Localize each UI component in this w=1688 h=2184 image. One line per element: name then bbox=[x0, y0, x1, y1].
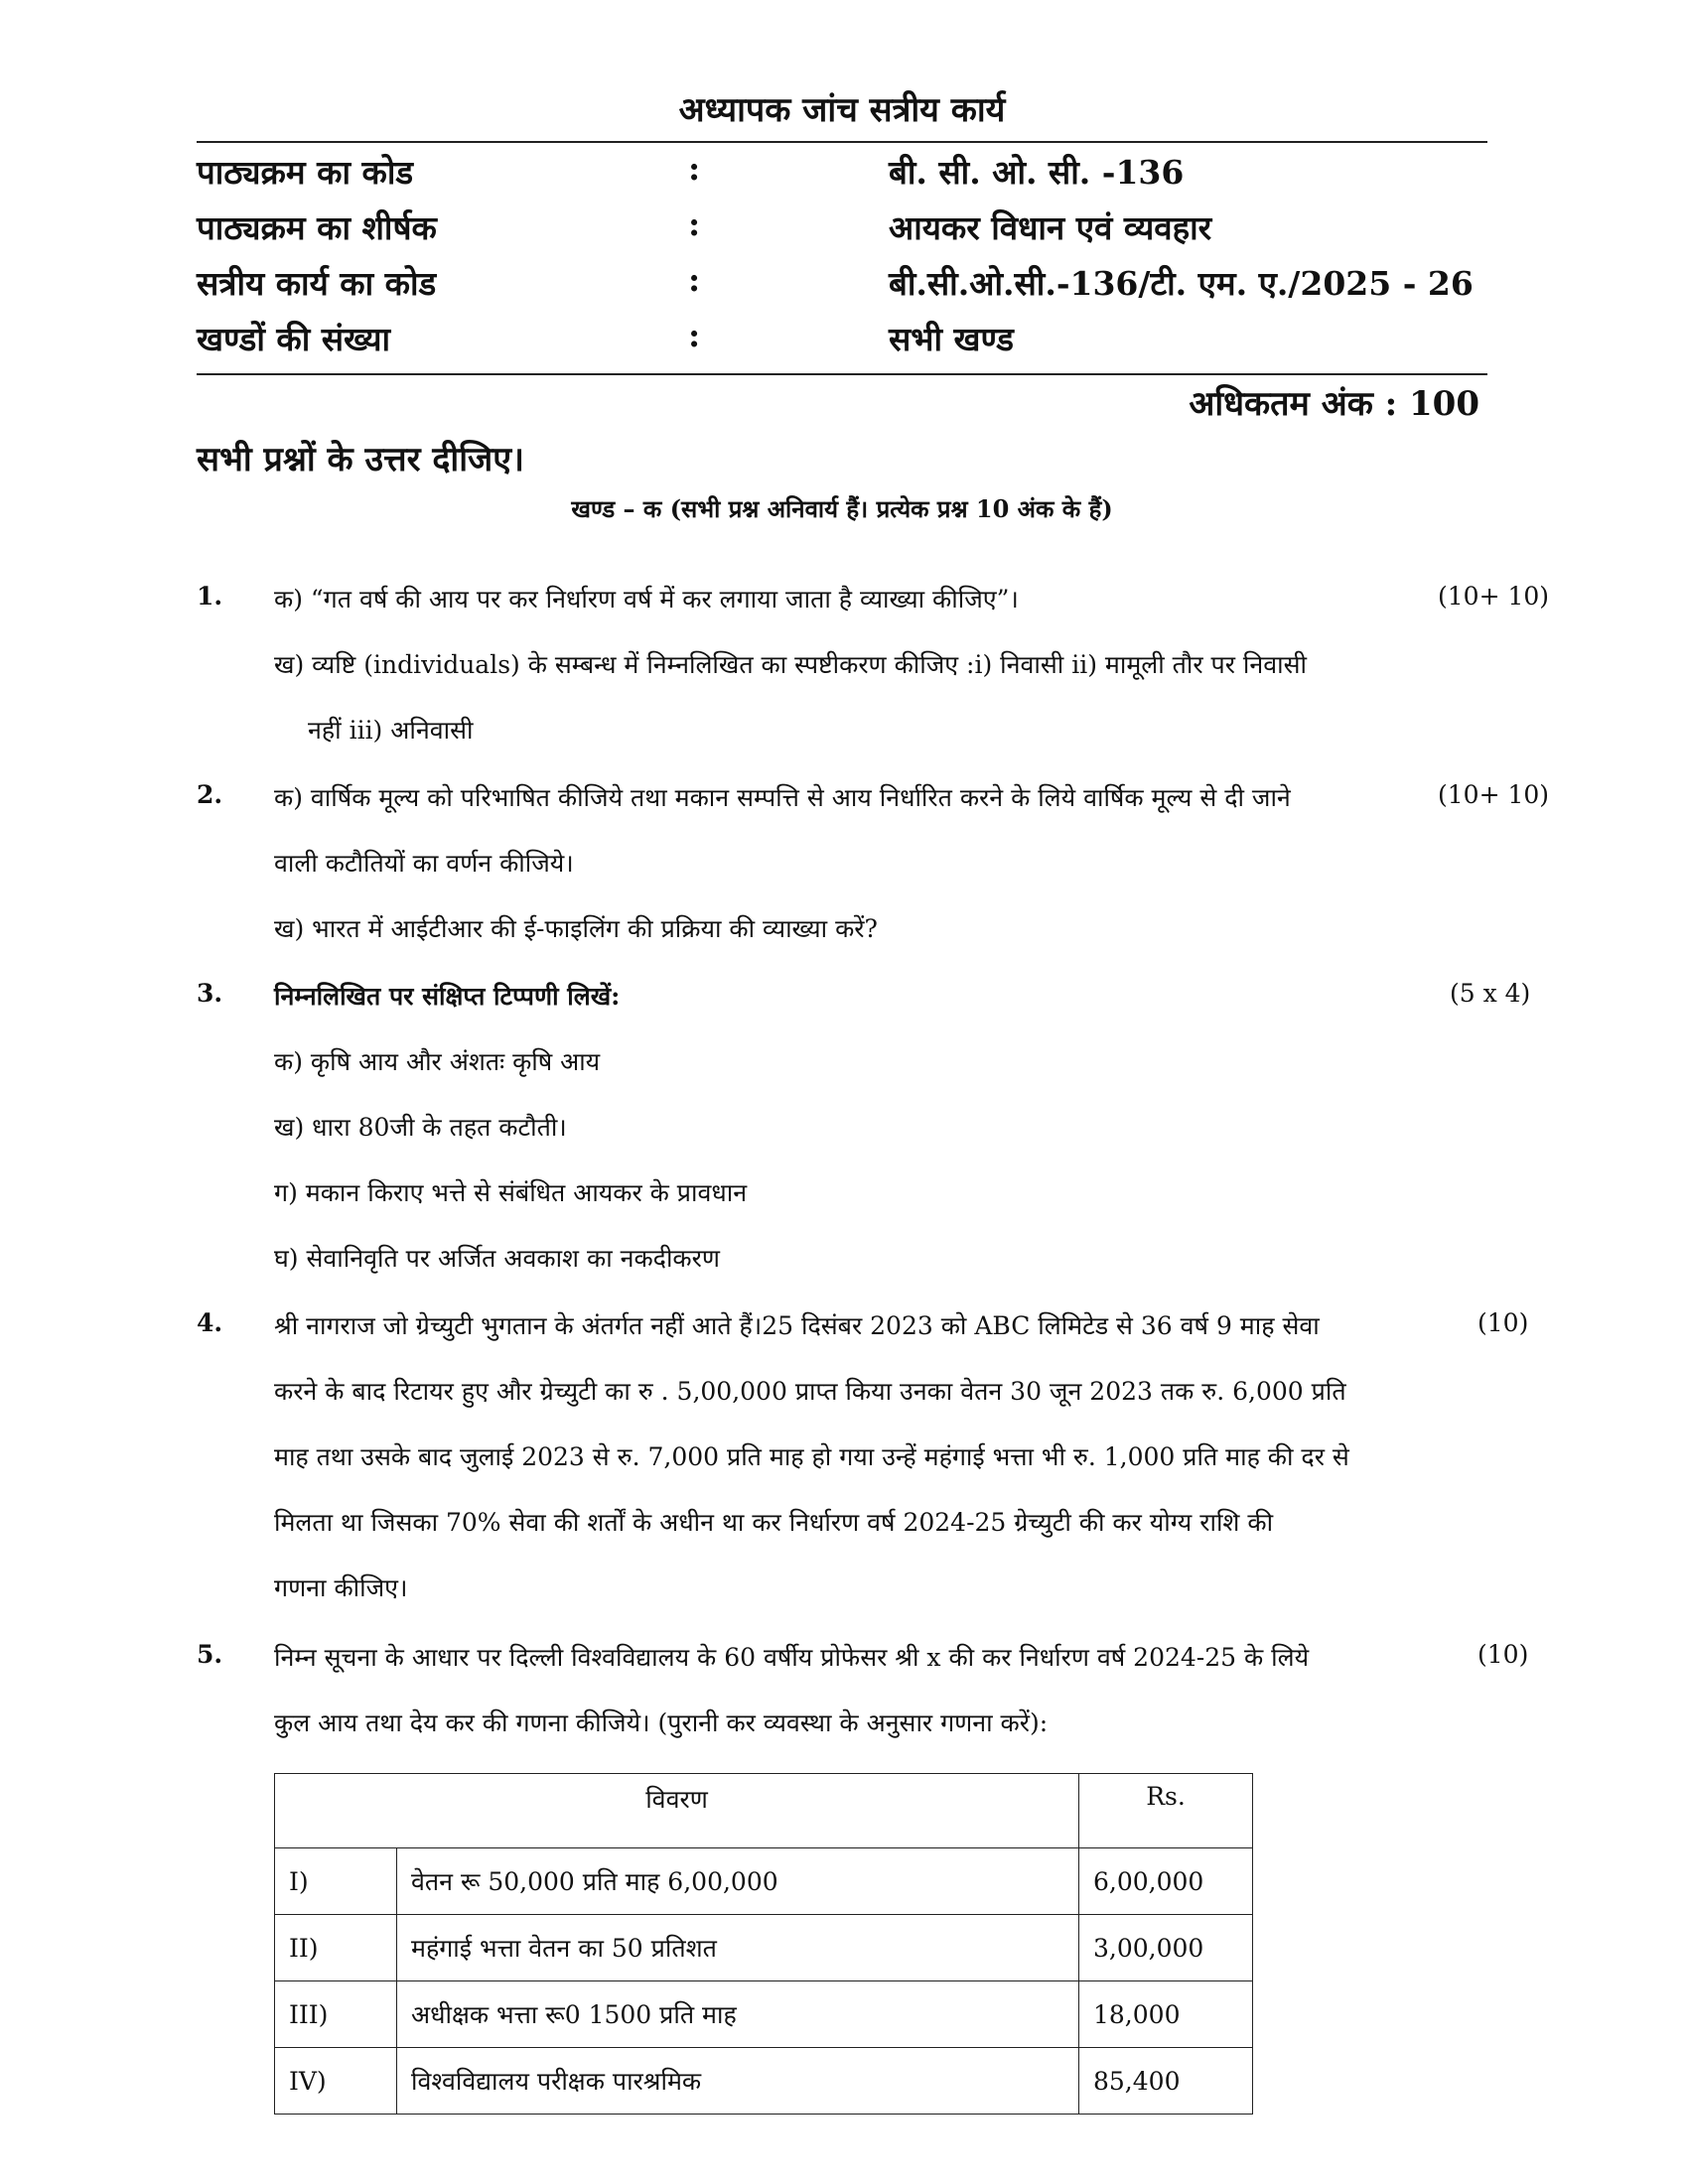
question-marks: (10) bbox=[1477, 1640, 1529, 1669]
header-bottom-rule bbox=[197, 373, 1487, 375]
question-line: क) “गत वर्ष की आय पर कर निर्धारण वर्ष में कर लगाया जाता है व्याख्या कीजिए”। bbox=[274, 585, 1019, 614]
question-number: 3. bbox=[197, 979, 223, 1008]
question-line: क) वार्षिक मूल्य को परिभाषित कीजिये तथा मकान सम्पत्ति से आय निर्धारित करने के लिये वार्षिक मूल्य से दी जाने bbox=[274, 783, 1291, 812]
question-number: 5. bbox=[197, 1640, 223, 1669]
question-marks: (10+ 10) bbox=[1438, 780, 1550, 809]
question-line: क) कृषि आय और अंशतः कृषि आय bbox=[274, 1047, 601, 1076]
row-index: I) bbox=[275, 1848, 397, 1915]
row-description: विश्वविद्यालय परीक्षक पारश्रमिक bbox=[397, 2048, 1079, 2115]
max-marks: अधिकतम अंक : 100 bbox=[1189, 384, 1479, 424]
question-marks: (10+ 10) bbox=[1438, 582, 1550, 611]
question-line: करने के बाद रिटायर हुए और ग्रेच्युटी का रु . 5,00,000 प्राप्त किया उनका वेतन 30 जून 2023 तक रु. 6,000 प्रति bbox=[274, 1377, 1346, 1406]
question-line: घ) सेवानिवृति पर अर्जित अवकाश का नकदीकरण bbox=[274, 1244, 720, 1273]
table-header-amount: Rs. bbox=[1079, 1774, 1253, 1848]
question-line: कुल आय तथा देय कर की गणना कीजिये। (पुरानी कर व्यवस्था के अनुसार गणना करें): bbox=[274, 1708, 1049, 1737]
course-title-label: पाठ्यक्रम का शीर्षक bbox=[197, 208, 437, 247]
table-header-description: विवरण bbox=[275, 1774, 1079, 1848]
course-code-colon: : bbox=[688, 149, 701, 188]
question-line: ख) भारत में आईटीआर की ई-फाइलिंग की प्रक्रिया की व्याख्या करें? bbox=[274, 914, 878, 943]
row-index: IV) bbox=[275, 2048, 397, 2115]
row-description: अधीक्षक भत्ता रू0 1500 प्रति माह bbox=[397, 1981, 1079, 2048]
assignment-code-colon: : bbox=[688, 260, 701, 299]
header-top-rule bbox=[197, 141, 1487, 143]
question-marks: (5 x 4) bbox=[1450, 979, 1531, 1008]
course-title-row bbox=[197, 205, 1487, 260]
table-row bbox=[275, 1915, 1253, 1981]
row-amount: 3,00,000 bbox=[1079, 1915, 1253, 1981]
row-description: वेतन रू 50,000 प्रति माह 6,00,000 bbox=[397, 1848, 1079, 1915]
assignment-code-row bbox=[197, 260, 1487, 316]
question-line: गणना कीजिए। bbox=[274, 1573, 408, 1602]
assignment-code-value: बी.सी.ओ.सी.-136/टी. एम. ए./2025 - 26 bbox=[889, 264, 1474, 303]
question-line: ख) व्यष्टि (individuals) के सम्बन्ध में निम्नलिखित का स्पष्टीकरण कीजिए :i) निवासी ii) मामूली तौर पर निवासी bbox=[274, 650, 1308, 679]
general-instruction: सभी प्रश्नों के उत्तर दीजिए। bbox=[197, 440, 524, 479]
question-line: माह तथा उसके बाद जुलाई 2023 से रु. 7,000 प्रति माह हो गया उन्हें महंगाई भत्ता भी रु. 1,000 प्रति माह की दर से bbox=[274, 1442, 1349, 1471]
row-index: II) bbox=[275, 1915, 397, 1981]
table-row bbox=[275, 2048, 1253, 2115]
section-heading: खण्ड – क (सभी प्रश्न अनिवार्य हैं। प्रत्येक प्रश्न 10 अंक के हैं) bbox=[571, 494, 1113, 523]
question-line: निम्न सूचना के आधार पर दिल्ली विश्वविद्यालय के 60 वर्षीय प्रोफेसर श्री x की कर निर्धारण वर्ष 2024-25 के लिये bbox=[274, 1643, 1310, 1672]
assignment-code-label: सत्रीय कार्य का कोड bbox=[197, 264, 437, 303]
course-info-block bbox=[197, 149, 1487, 371]
salary-details-table bbox=[274, 1773, 1253, 2115]
question-line: ख) धारा 80जी के तहत कटौती। bbox=[274, 1113, 567, 1142]
row-description: महंगाई भत्ता वेतन का 50 प्रतिशत bbox=[397, 1915, 1079, 1981]
row-amount: 85,400 bbox=[1079, 2048, 1253, 2115]
question-heading: निम्नलिखित पर संक्षिप्त टिप्पणी लिखें: bbox=[274, 982, 621, 1011]
blocks-count-label: खण्डों की संख्या bbox=[197, 320, 391, 358]
blocks-count-row bbox=[197, 316, 1487, 371]
question-line: मिलता था जिसका 70% सेवा की शर्तों के अधीन था कर निर्धारण वर्ष 2024-25 ग्रेच्युटी की कर योग्य राशि की bbox=[274, 1508, 1274, 1537]
row-amount: 18,000 bbox=[1079, 1981, 1253, 2048]
row-index: III) bbox=[275, 1981, 397, 2048]
course-code-row bbox=[197, 149, 1487, 205]
table-row bbox=[275, 1848, 1253, 1915]
table-header-row bbox=[275, 1774, 1253, 1848]
course-title-colon: : bbox=[688, 205, 701, 243]
table-row bbox=[275, 1981, 1253, 2048]
document-title: अध्यापक जांच सत्रीय कार्य bbox=[678, 90, 1006, 130]
question-number: 2. bbox=[197, 780, 223, 809]
question-marks: (10) bbox=[1477, 1308, 1529, 1337]
course-code-label: पाठ्यक्रम का कोड bbox=[197, 153, 414, 192]
blocks-count-value: सभी खण्ड bbox=[889, 320, 1014, 358]
question-number: 4. bbox=[197, 1308, 223, 1337]
blocks-count-colon: : bbox=[688, 316, 701, 354]
row-amount: 6,00,000 bbox=[1079, 1848, 1253, 1915]
question-line: श्री नागराज जो ग्रेच्युटी भुगतान के अंतर्गत नहीं आते हैं।25 दिसंबर 2023 को ABC लिमिटेड से 36 वर्ष 9 माह सेवा bbox=[274, 1311, 1320, 1340]
course-title-value: आयकर विधान एवं व्यवहार bbox=[889, 208, 1212, 247]
course-code-value: बी. सी. ओ. सी. -136 bbox=[889, 153, 1185, 192]
question-number: 1. bbox=[197, 582, 223, 611]
question-line: ग) मकान किराए भत्ते से संबंधित आयकर के प्रावधान bbox=[274, 1178, 748, 1207]
question-line: नहीं iii) अनिवासी bbox=[308, 716, 474, 745]
question-line: वाली कटौतियों का वर्णन कीजिये। bbox=[274, 849, 574, 878]
